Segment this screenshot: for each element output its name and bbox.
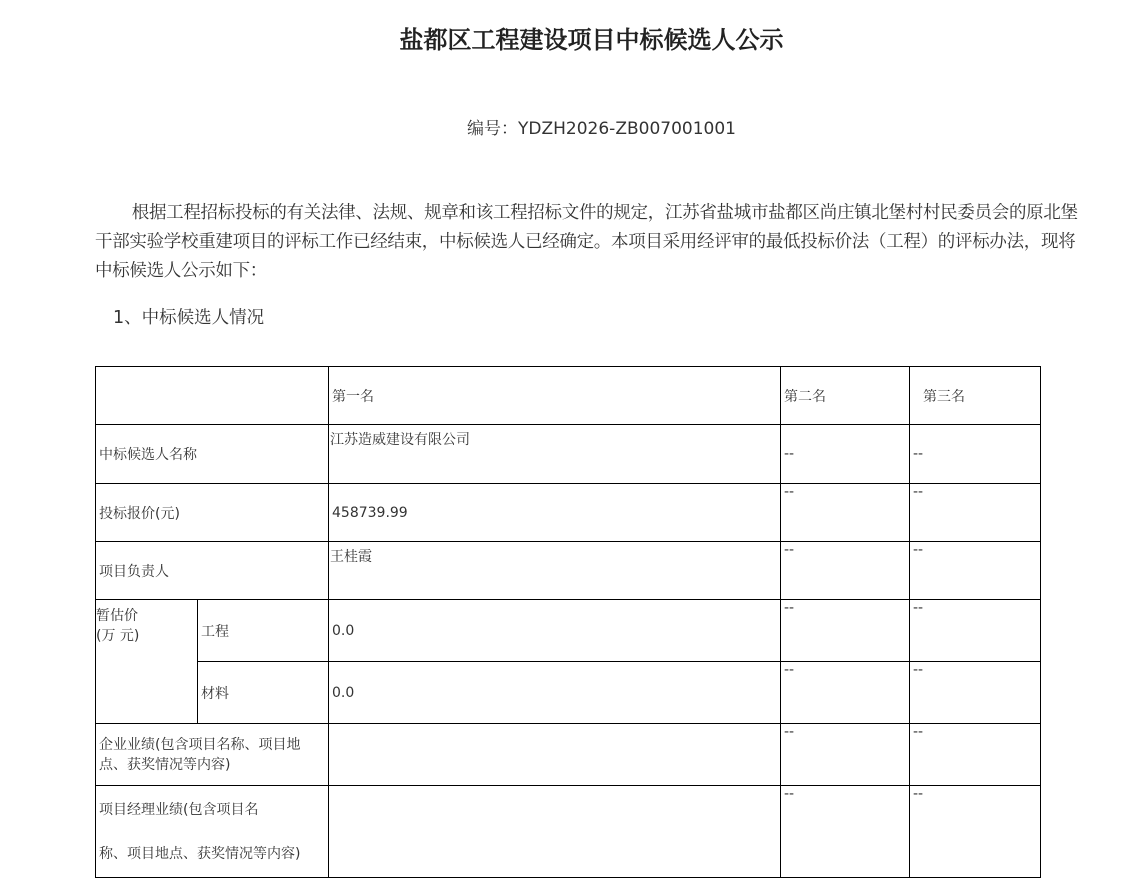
cell-third: -- bbox=[910, 600, 1041, 662]
cell-third: -- bbox=[910, 542, 1041, 600]
cell-second: -- bbox=[781, 724, 910, 786]
cell-third: -- bbox=[910, 724, 1041, 786]
cell-second: -- bbox=[781, 662, 910, 724]
cell-first: 0.0 bbox=[329, 662, 781, 724]
header-third: 第三名 bbox=[910, 367, 1041, 425]
header-second: 第二名 bbox=[781, 367, 910, 425]
section-heading: 1、中标候选人情况 bbox=[113, 308, 265, 328]
cell-first: 江苏造威建设有限公司 bbox=[329, 425, 781, 484]
row-label: 项目负责人 bbox=[96, 542, 329, 600]
page-title: 盐都区工程建设项目中标候选人公示 bbox=[399, 26, 784, 54]
table-row bbox=[96, 600, 1041, 662]
cell-third: -- bbox=[910, 425, 1041, 484]
cell-first: 0.0 bbox=[329, 600, 781, 662]
cell-second: -- bbox=[781, 484, 910, 542]
table-row bbox=[96, 724, 1041, 786]
sub-label: 材料 bbox=[198, 662, 329, 724]
sub-label: 工程 bbox=[198, 600, 329, 662]
table-row bbox=[96, 786, 1041, 878]
table-header-row bbox=[96, 367, 1041, 425]
cell-second: -- bbox=[781, 786, 910, 878]
cell-first bbox=[329, 786, 781, 878]
table-row bbox=[96, 662, 1041, 724]
row-label: 投标报价(元) bbox=[96, 484, 329, 542]
table-row bbox=[96, 425, 1041, 484]
intro-paragraph: 根据工程招标投标的有关法律、法规、规章和该工程招标文件的规定，江苏省盐城市盐都区尚庄镇北堡村村民委员会的原北堡干部实验学校重建项目的评标工作已经结束，中标候选人已经确定。本项目采用经评审的最低投标价法（工程）的评标办法，现将中标候选人公示如下： bbox=[95, 203, 1078, 281]
cell-third: -- bbox=[910, 786, 1041, 878]
row-label: 暂估价 (万 元) bbox=[96, 600, 198, 724]
candidates-table bbox=[95, 366, 1041, 878]
project-code: 编号：YDZH2026-ZB007001001 bbox=[467, 119, 736, 139]
table-row bbox=[96, 542, 1041, 600]
row-label: 中标候选人名称 bbox=[96, 425, 329, 484]
table-row bbox=[96, 484, 1041, 542]
cell-second: -- bbox=[781, 542, 910, 600]
cell-second: -- bbox=[781, 425, 910, 484]
row-label: 企业业绩(包含项目名称、项目地点、获奖情况等内容) bbox=[96, 724, 329, 786]
cell-third: -- bbox=[910, 484, 1041, 542]
header-first: 第一名 bbox=[329, 367, 781, 425]
row-label: 项目经理业绩(包含项目名 bbox=[99, 801, 259, 818]
cell-first bbox=[329, 724, 781, 786]
cell-second: -- bbox=[781, 600, 910, 662]
cell-first: 王桂霞 bbox=[329, 542, 781, 600]
cell-third: -- bbox=[910, 662, 1041, 724]
cell-first: 458739.99 bbox=[329, 484, 781, 542]
row-label: 称、项目地点、获奖情况等内容) bbox=[99, 845, 301, 862]
